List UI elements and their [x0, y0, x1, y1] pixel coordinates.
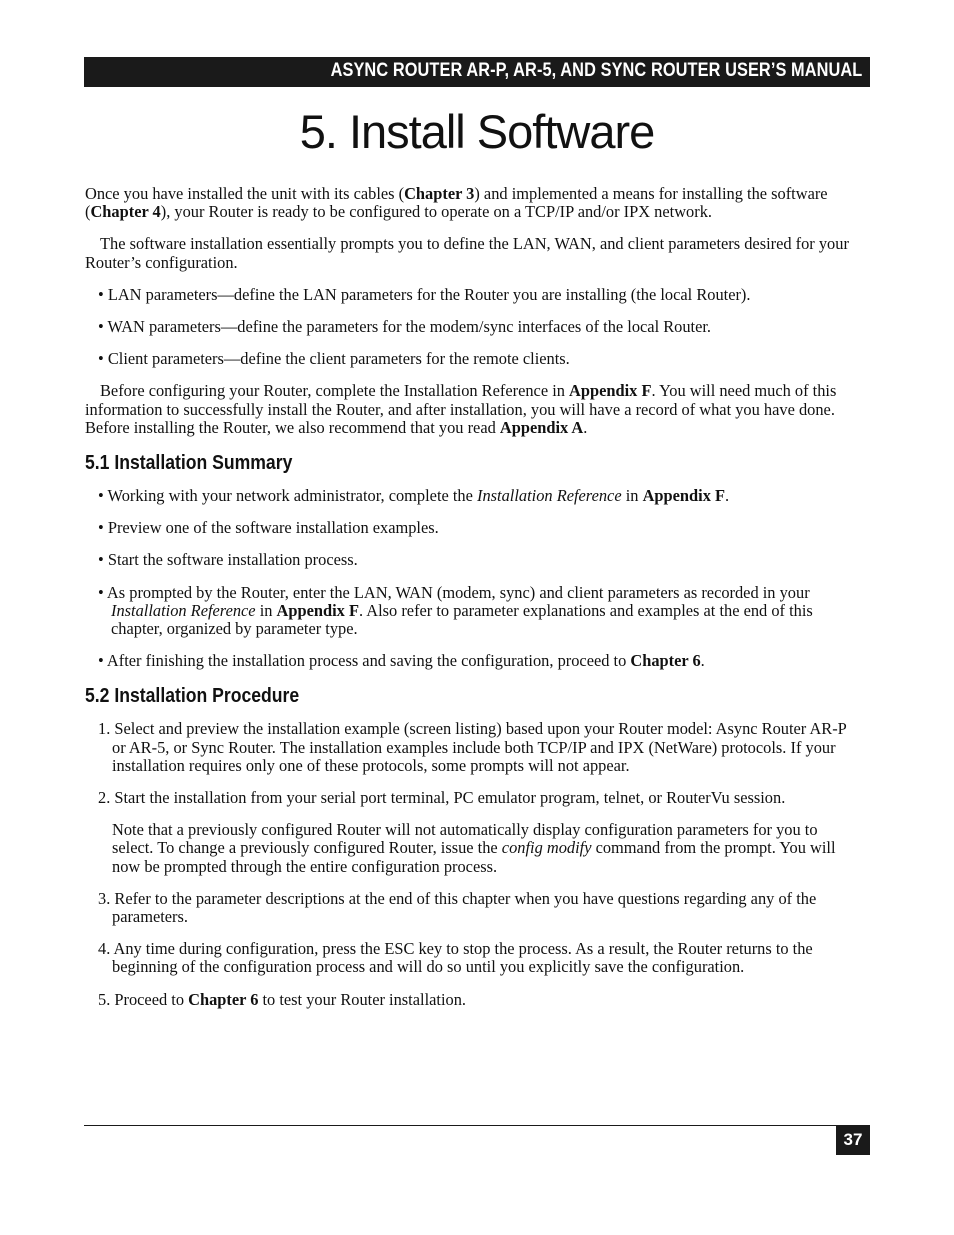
- summary-item-2: • Preview one of the software installation examples.: [98, 518, 439, 538]
- running-header-bar: [84, 57, 870, 87]
- chapter-title: 5. Install Software: [299, 105, 655, 158]
- bullet-wan-parameters: • WAN parameters—define the parameters for the modem/sync interfaces of the local Router.: [98, 317, 712, 337]
- procedure-step-1: 1. Select and preview the installation example (screen listing) based upon your Router model: Async Router AR-P or AR-5, or Sync Router. The installation examples include both TCP/IP and IPX (NetWare) protocols. If your installation requires only one of these protocols, some prompts will not appear.: [98, 719, 847, 775]
- procedure-step-4: 4. Any time during configuration, press the ESC key to stop the process. As a result, the Router returns to the beginning of the configuration process and will do so until you explicitly save the configuration.: [98, 939, 813, 977]
- summary-item-4: • As prompted by the Router, enter the LAN, WAN (modem, sync) and client parameters as recorded in your Installation Reference in Appendix F. Also refer to parameter explanations and examples at the end of this chapter, organized by parameter type.: [98, 582, 813, 639]
- intro-paragraph-3: Before configuring your Router, complete the Installation Reference in Appendix F. You will need much of this information to successfully install the Router, and after installation, you will have a record of what you have done. Before installing the Router, we also recommend that you read Appendix A.: [85, 381, 837, 437]
- section-heading-installation-procedure: 5.2 Installation Procedure: [85, 685, 300, 708]
- running-header-title: ASYNC ROUTER AR-P, AR-5, AND SYNC ROUTER USER’S MANUAL: [330, 60, 862, 81]
- procedure-step-5: 5. Proceed to Chapter 6 to test your Router installation.: [98, 989, 466, 1009]
- summary-item-3: • Start the software installation process.: [98, 550, 358, 570]
- intro-paragraph-2: The software installation essentially prompts you to define the LAN, WAN, and client parameters desired for your Router’s configuration.: [85, 234, 849, 272]
- footer-rule: [84, 1125, 870, 1126]
- summary-item-5: • After finishing the installation process and saving the configuration, proceed to Chapter 6.: [98, 651, 705, 671]
- page-number: 37: [836, 1125, 870, 1155]
- procedure-note: Note that a previously configured Router will not automatically display configuration parameters for you to select. To change a previously configured Router, issue the config modify command from the prompt. You will now be prompted through the entire configuration process.: [112, 820, 836, 876]
- procedure-step-2: 2. Start the installation from your serial port terminal, PC emulator program, telnet, or RouterVu session.: [98, 788, 786, 808]
- section-heading-installation-summary: 5.1 Installation Summary: [85, 452, 293, 475]
- summary-item-1: • Working with your network administrator, complete the Installation Reference in Appendix F.: [98, 486, 730, 506]
- procedure-step-3: 3. Refer to the parameter descriptions at the end of this chapter when you have questions regarding any of the parameters.: [98, 888, 817, 927]
- bullet-client-parameters: • Client parameters—define the client parameters for the remote clients.: [98, 349, 570, 369]
- bullet-lan-parameters: • LAN parameters—define the LAN parameters for the Router you are installing (the local Router).: [98, 284, 751, 304]
- intro-paragraph-1: Once you have installed the unit with its cables (Chapter 3) and implemented a means for installing the software (Chapter 4), your Router is ready to be configured to operate on a TCP/IP and/or IPX network.: [85, 184, 828, 222]
- page-body: [85, 185, 860, 1023]
